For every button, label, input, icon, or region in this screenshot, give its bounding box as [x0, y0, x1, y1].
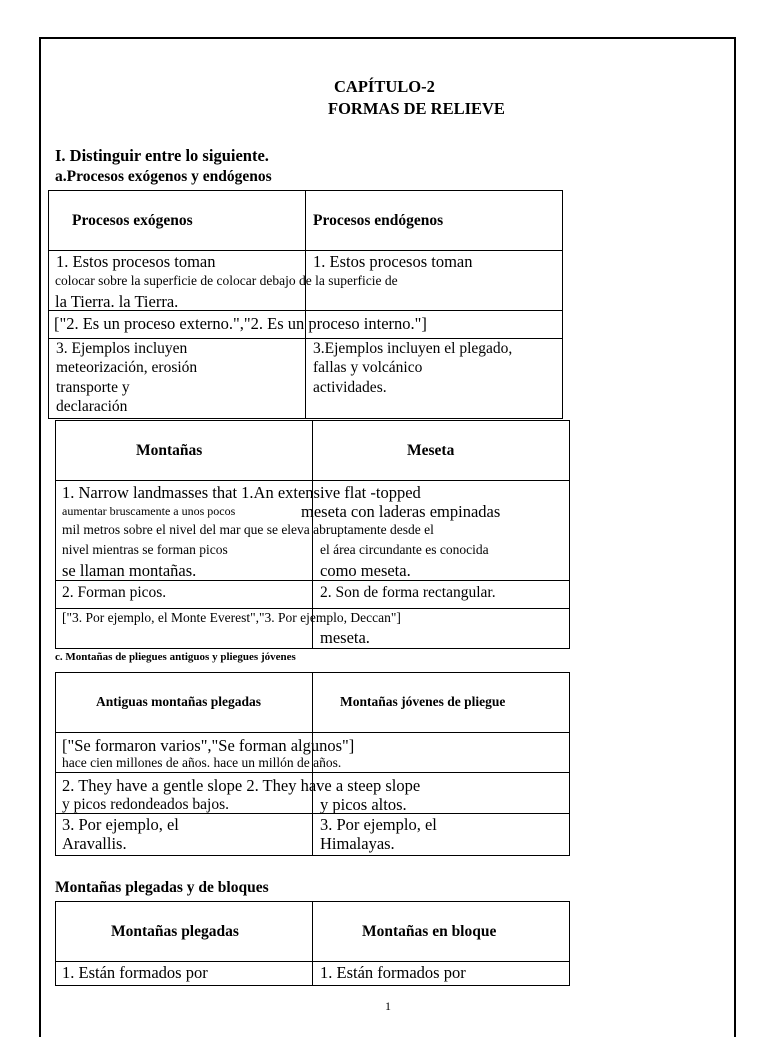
table-b-row1-line2-right: meseta con laderas empinadas [301, 502, 501, 521]
section-heading: I. Distinguir entre lo siguiente. [55, 146, 269, 165]
table-c-row1-line1: ["Se formaron varios","Se forman algunos"] [62, 736, 355, 755]
table-c-row2-line1: 2. They have a gentle slope 2. They have a steep slope [62, 776, 421, 795]
table-a-row2-text: ["2. Es un proceso externo.","2. Es un proceso interno."] [54, 314, 427, 333]
subsection-d-heading: Montañas plegadas y de bloques [55, 879, 269, 896]
table-a-row1-line3: la Tierra. la Tierra. [55, 292, 179, 311]
table-header-cell: Montañas plegadas [56, 902, 313, 962]
table-header-cell: Montañas en bloque [313, 902, 570, 962]
table-row: 1. Están formados por 1. Están formados por [56, 962, 570, 986]
table-row: 3. Por ejemplo, el Aravallis. 3. Por ejemplo, el Himalayas. [56, 814, 570, 856]
table-header-cell: Meseta [313, 421, 570, 481]
table-b-row1-line3: mil metros sobre el nivel del mar que se eleva abruptamente desde el [62, 522, 434, 537]
table-a-row1-line2: colocar sobre la superficie de colocar debajo de la superficie de [55, 273, 398, 288]
table-header-cell: Antiguas montañas plegadas [56, 673, 313, 733]
page-number: 1 [385, 999, 391, 1013]
subsection-a-heading: a.Procesos exógenos y endógenos [55, 168, 272, 185]
table-b-row3-text: ["3. Por ejemplo, el Monte Everest","3. Por ejemplo, Deccan"] [62, 610, 401, 625]
table-header-cell: Montañas [56, 421, 313, 481]
table-b-row1-line1: 1. Narrow landmasses that 1.An extensive flat -topped [62, 483, 421, 502]
table-row: 2. Forman picos. 2. Son de forma rectangular. [56, 581, 570, 609]
table-fold-block [55, 901, 570, 986]
table-row: aumentar bruscamente a unos pocos nivel mientras se forman picos se llaman montañas. el área circundante es conocida como meseta. [56, 481, 570, 581]
table-row: meseta. [56, 609, 570, 649]
table-header-cell: Procesos endógenos [306, 191, 563, 251]
table-header-cell: Procesos exógenos [49, 191, 306, 251]
chapter-title: CAPÍTULO-2 [334, 77, 435, 96]
table-c-row1-line2: hace cien millones de años. hace un millón de años. [62, 755, 342, 770]
chapter-subtitle: FORMAS DE RELIEVE [328, 99, 505, 118]
subsection-c-heading: c. Montañas de pliegues antiguos y pliegues jóvenes [55, 651, 296, 663]
table-row: 3. Ejemplos incluyen meteorización, erosión transporte y declaración 3.Ejemplos incluyen el plegado, fallas y volcánico actividades. [49, 339, 563, 419]
table-row: y picos redondeados bajos. y picos altos. [56, 773, 570, 814]
table-header-cell: Montañas jóvenes de pliegue [313, 673, 570, 733]
table-row: 1. Estos procesos toman 1. Estos procesos toman [49, 251, 563, 311]
